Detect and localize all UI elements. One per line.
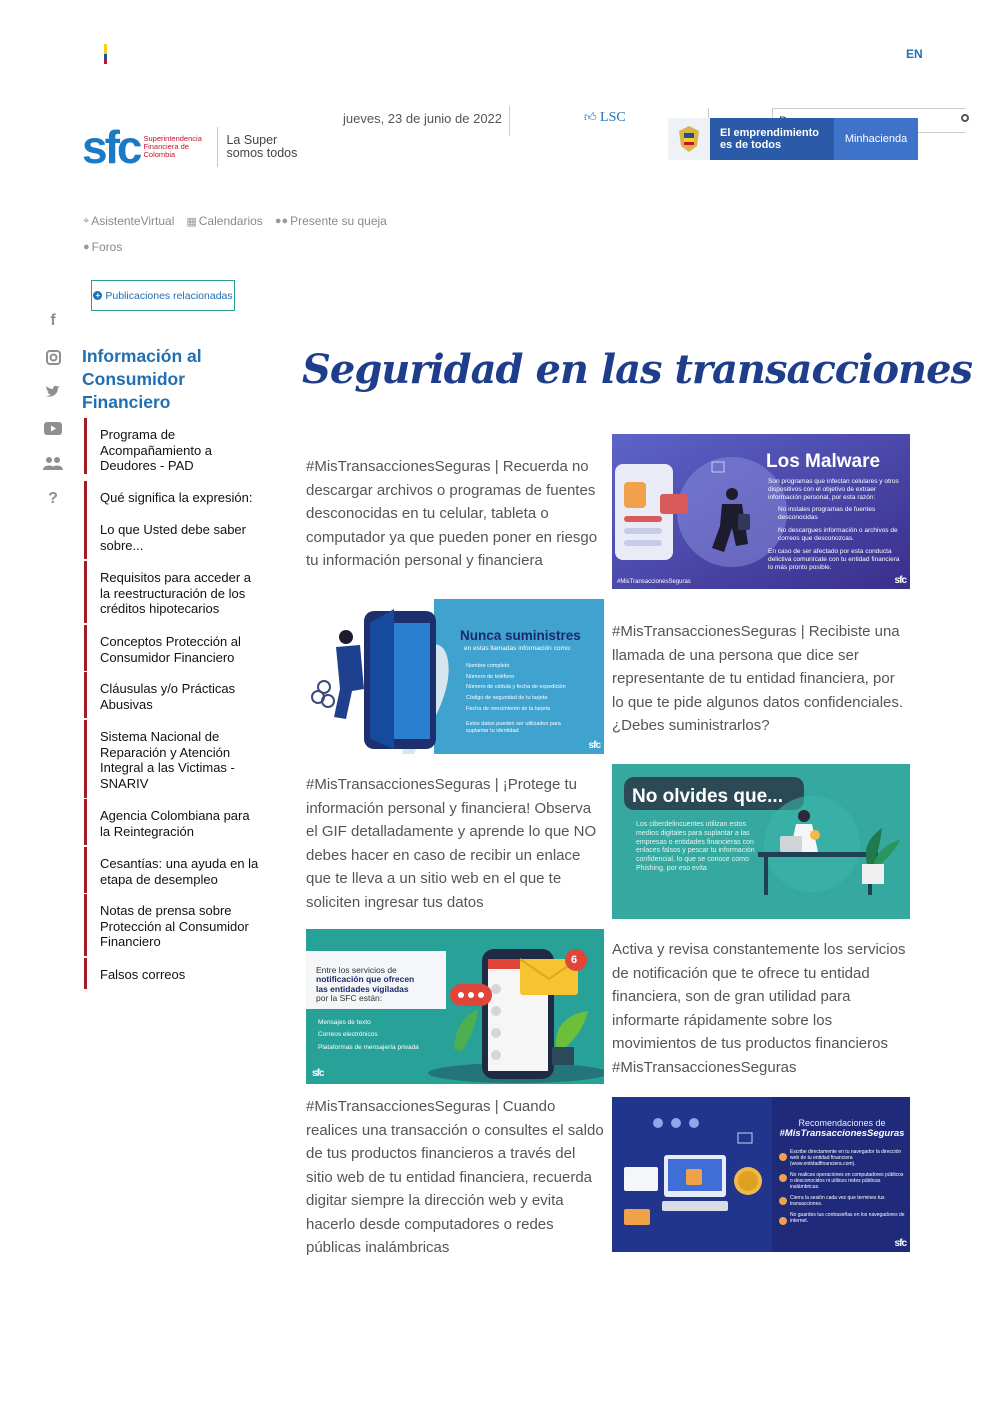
sidebar-item-pad[interactable]: Programa de Acompañamiento a Deudores - PAD bbox=[84, 418, 260, 474]
page-title: Seguridad en las transacciones bbox=[302, 346, 973, 393]
servicios-intro-line: las entidades vigiladas bbox=[316, 983, 409, 994]
malware-hashtag: #MisTransaccionesSeguras bbox=[617, 579, 691, 585]
facebook-icon[interactable]: f bbox=[50, 312, 56, 329]
related-publications-label: Publicaciones relacionadas bbox=[105, 289, 233, 302]
list-item: Nombre completo bbox=[466, 663, 510, 669]
comments-icon: ● bbox=[83, 241, 90, 253]
malware-image[interactable] bbox=[612, 434, 910, 589]
article-paragraph-notificacion: Activa y revisa constantemente los servicios de notificación que te ofrece tu entidad financiera, son de gran utilidad para informarte rápidamente sobre los movimientos de tus productos financieros #MisTransaccionesSeguras bbox=[612, 941, 906, 1076]
article-paragraph-sitio-web: #MisTransaccionesSeguras | Cuando realices una transacción o consultes el saldo de tus productos financieros a través del sitio web de tu entidad financiera, recuerda digitar siempre la dirección web y evita hacerlo desde computadores o redes públicas inalámbricas bbox=[306, 1098, 604, 1256]
current-date: jueves, 23 de junio de 2022 bbox=[343, 111, 503, 126]
sidebar-item-falsos-correos[interactable]: Falsos correos bbox=[84, 958, 260, 989]
list-item: Código de seguridad de tu tarjeta bbox=[466, 695, 548, 702]
utility-foros[interactable] bbox=[83, 240, 122, 254]
sidebar-item-lo-que-debe-saber[interactable]: Lo que Usted debe saber sobre... bbox=[84, 513, 260, 559]
olvides-heading: No olvides que... bbox=[632, 786, 783, 807]
article-paragraph-llamada: #MisTransaccionesSeguras | Recibiste una llamada de una persona que dice ser representante de tu entidad financiera, por lo que te pide algunos datos confidenciales. ¿Debes suministrarlos? bbox=[612, 623, 904, 734]
slogan-line1: La Super bbox=[226, 132, 278, 147]
help-icon[interactable]: ? bbox=[48, 490, 58, 507]
recomendaciones-head2: #MisTransaccionesSeguras bbox=[779, 1128, 905, 1139]
sfc-mini-logo: sfc bbox=[894, 575, 906, 586]
youtube-icon[interactable] bbox=[43, 418, 63, 438]
utility-label: Calendarios bbox=[198, 214, 263, 228]
users-icon: ●● bbox=[274, 215, 289, 227]
sidebar-item-agencia[interactable]: Agencia Colombiana para la Reintegración bbox=[84, 799, 260, 845]
header-divider bbox=[509, 106, 510, 136]
no-olvides-image[interactable] bbox=[612, 764, 910, 919]
logo-slogan bbox=[226, 134, 297, 160]
nunca-bullet-list bbox=[466, 661, 600, 715]
lsc-label: LSC bbox=[600, 110, 626, 125]
plus-circle-icon: + bbox=[93, 291, 102, 300]
malware-text-4: En caso de ser afectado por esta conducta delictiva comunícate con tu entidad financiera lo más pronto posible. bbox=[768, 548, 900, 572]
search-icon[interactable] bbox=[961, 114, 969, 122]
utility-presente-queja[interactable] bbox=[275, 214, 387, 228]
gov-slogan bbox=[710, 118, 834, 160]
list-item: Escribe directamente en tu navegador la dirección web de tu entidad financiera (www.entidadfinanciera.com). bbox=[790, 1149, 902, 1167]
colombia-flag-mark bbox=[104, 44, 107, 64]
list-item: Número de teléfono bbox=[466, 673, 515, 680]
servicios-intro-line: por la SFC están: bbox=[316, 993, 383, 1004]
recomendaciones-head1: Recomendaciones de bbox=[798, 1118, 886, 1128]
users-icon[interactable] bbox=[43, 453, 63, 473]
lsc-link[interactable] bbox=[584, 110, 626, 126]
colombia-seal-icon bbox=[668, 118, 710, 160]
sfc-mini-logo: sfc bbox=[312, 1068, 324, 1079]
header-divider bbox=[708, 108, 709, 118]
servicios-intro bbox=[316, 966, 446, 1003]
malware-text-3: No descargues información o archivos de correos que desconozcas. bbox=[778, 527, 898, 543]
gov-line2: es de todos bbox=[720, 138, 782, 151]
utility-asistente-virtual[interactable] bbox=[83, 214, 174, 228]
list-item: Fecha de vencimiento de la tarjeta bbox=[466, 705, 551, 712]
map-marker-icon: ⌖ bbox=[83, 214, 90, 227]
list-item: Mensajes de texto bbox=[318, 1019, 371, 1026]
malware-heading: Los Malware bbox=[766, 451, 881, 472]
list-item: No realices operaciones en computadores públicos o desconocidos ni utilices redes públicas inalámbricas. bbox=[790, 1172, 904, 1190]
utility-calendarios[interactable] bbox=[186, 214, 262, 228]
list-item: Correos electrónicos bbox=[318, 1031, 378, 1039]
twitter-icon[interactable] bbox=[43, 382, 63, 402]
servicios-list bbox=[318, 1017, 448, 1054]
recomendaciones-list bbox=[790, 1149, 906, 1224]
sidebar-item-snariv[interactable]: Sistema Nacional de Reparación y Atención Integral a las Victimas - SNARIV bbox=[84, 720, 260, 798]
list-item: Número de cédula y fecha de expedición bbox=[466, 684, 566, 691]
recomendaciones-image[interactable] bbox=[612, 1097, 910, 1252]
utility-links-row2 bbox=[83, 240, 122, 254]
servicios-intro-line: notificación que ofrecen bbox=[316, 974, 415, 985]
sidebar-item-cesantias[interactable]: Cesantías: una ayuda en la etapa de desempleo bbox=[84, 847, 260, 893]
related-publications-button[interactable] bbox=[91, 280, 235, 311]
list-item: Cierra la sesión cada vez que termines tus transacciones. bbox=[790, 1195, 885, 1207]
utility-label: AsistenteVirtual bbox=[91, 214, 175, 228]
instagram-icon[interactable] bbox=[43, 347, 63, 367]
minhacienda-label: Minhacienda bbox=[834, 118, 918, 160]
olvides-body: Los ciberdelincuentes utilizan estos medios digitales para suplantar a las empresas o entidades financieras con enlaces falsos y pescar tu información confidencial, lo que se conoce como Phishing, por eso evita bbox=[636, 821, 755, 872]
logo-entity-name: Superintendencia Financiera de Colombia bbox=[143, 134, 202, 159]
nunca-suministres-image[interactable] bbox=[306, 599, 604, 754]
nunca-subheading: en estas llamadas información como: bbox=[464, 645, 572, 652]
sidebar-item-requisitos[interactable]: Requisitos para acceder a la reestructuración de los créditos hipotecarios bbox=[84, 561, 260, 623]
article-paragraph-malware: #MisTransaccionesSeguras | Recuerda no descargar archivos o programas de fuentes desconocidas en tu celular, tableta o computador ya que pueden poner en riesgo tu información personal y financiera bbox=[306, 458, 598, 569]
malware-text-1: Son programas que infectan celulares y otros dispositivos con el objetivo de extraer información personal, por esta razón: bbox=[768, 478, 899, 502]
language-toggle-link[interactable]: EN bbox=[906, 47, 923, 61]
utility-label: Presente su queja bbox=[290, 214, 387, 228]
calendar-icon: ▦ bbox=[186, 215, 197, 228]
list-item: Plataformas de mensajería privada bbox=[318, 1043, 419, 1051]
list-item: No guardes tus contraseñas en los navegadores de internet. bbox=[790, 1212, 905, 1224]
notifications-illustration bbox=[306, 929, 604, 1084]
sfc-mini-logo: sfc bbox=[894, 1238, 906, 1249]
gov-line1: El emprendimiento bbox=[720, 127, 820, 139]
article-paragraph-gif: #MisTransaccionesSeguras | ¡Protege tu información personal y financiera! Observa el GIF detalladamente y aprende lo que NO debes hacer en caso de recibir un enlace que te lleva a un sitio web en el que te soliciten ingresar tus datos bbox=[306, 776, 597, 911]
sidebar-item-que-significa[interactable]: Qué significa la expresión: bbox=[84, 481, 260, 513]
utility-label: Foros bbox=[91, 240, 123, 254]
sfc-logo[interactable] bbox=[82, 121, 298, 173]
thumbs-up-icon: 👍︎ bbox=[584, 110, 597, 124]
servicios-intro-line: Entre los servicios de bbox=[316, 965, 397, 975]
government-banner[interactable] bbox=[668, 118, 918, 160]
sidebar-item-conceptos[interactable]: Conceptos Protección al Consumidor Financiero bbox=[84, 625, 260, 671]
slogan-line2: somos todos bbox=[226, 146, 298, 160]
logo-divider bbox=[217, 127, 218, 167]
nunca-footnote: Estos datos pueden ser utilizados para suplantar tu identidad bbox=[466, 721, 561, 734]
sidebar-title: Información al Consumidor Financiero bbox=[82, 346, 202, 412]
malware-text-2: No instales programas de fuentes desconocidas bbox=[778, 506, 876, 522]
sfc-mini-logo: sfc bbox=[588, 740, 600, 751]
sidebar-item-clausulas[interactable]: Cláusulas y/o Prácticas Abusivas bbox=[84, 672, 260, 718]
notification-count-badge: 6 bbox=[571, 954, 578, 966]
utility-links bbox=[83, 214, 387, 228]
logo-wordmark: sfc bbox=[82, 121, 140, 173]
nunca-heading: Nunca suministres bbox=[460, 628, 581, 643]
servicios-notificacion-image[interactable] bbox=[306, 929, 604, 1084]
sidebar-item-notas-prensa[interactable]: Notas de prensa sobre Protección al Consumidor Financiero bbox=[84, 894, 260, 956]
